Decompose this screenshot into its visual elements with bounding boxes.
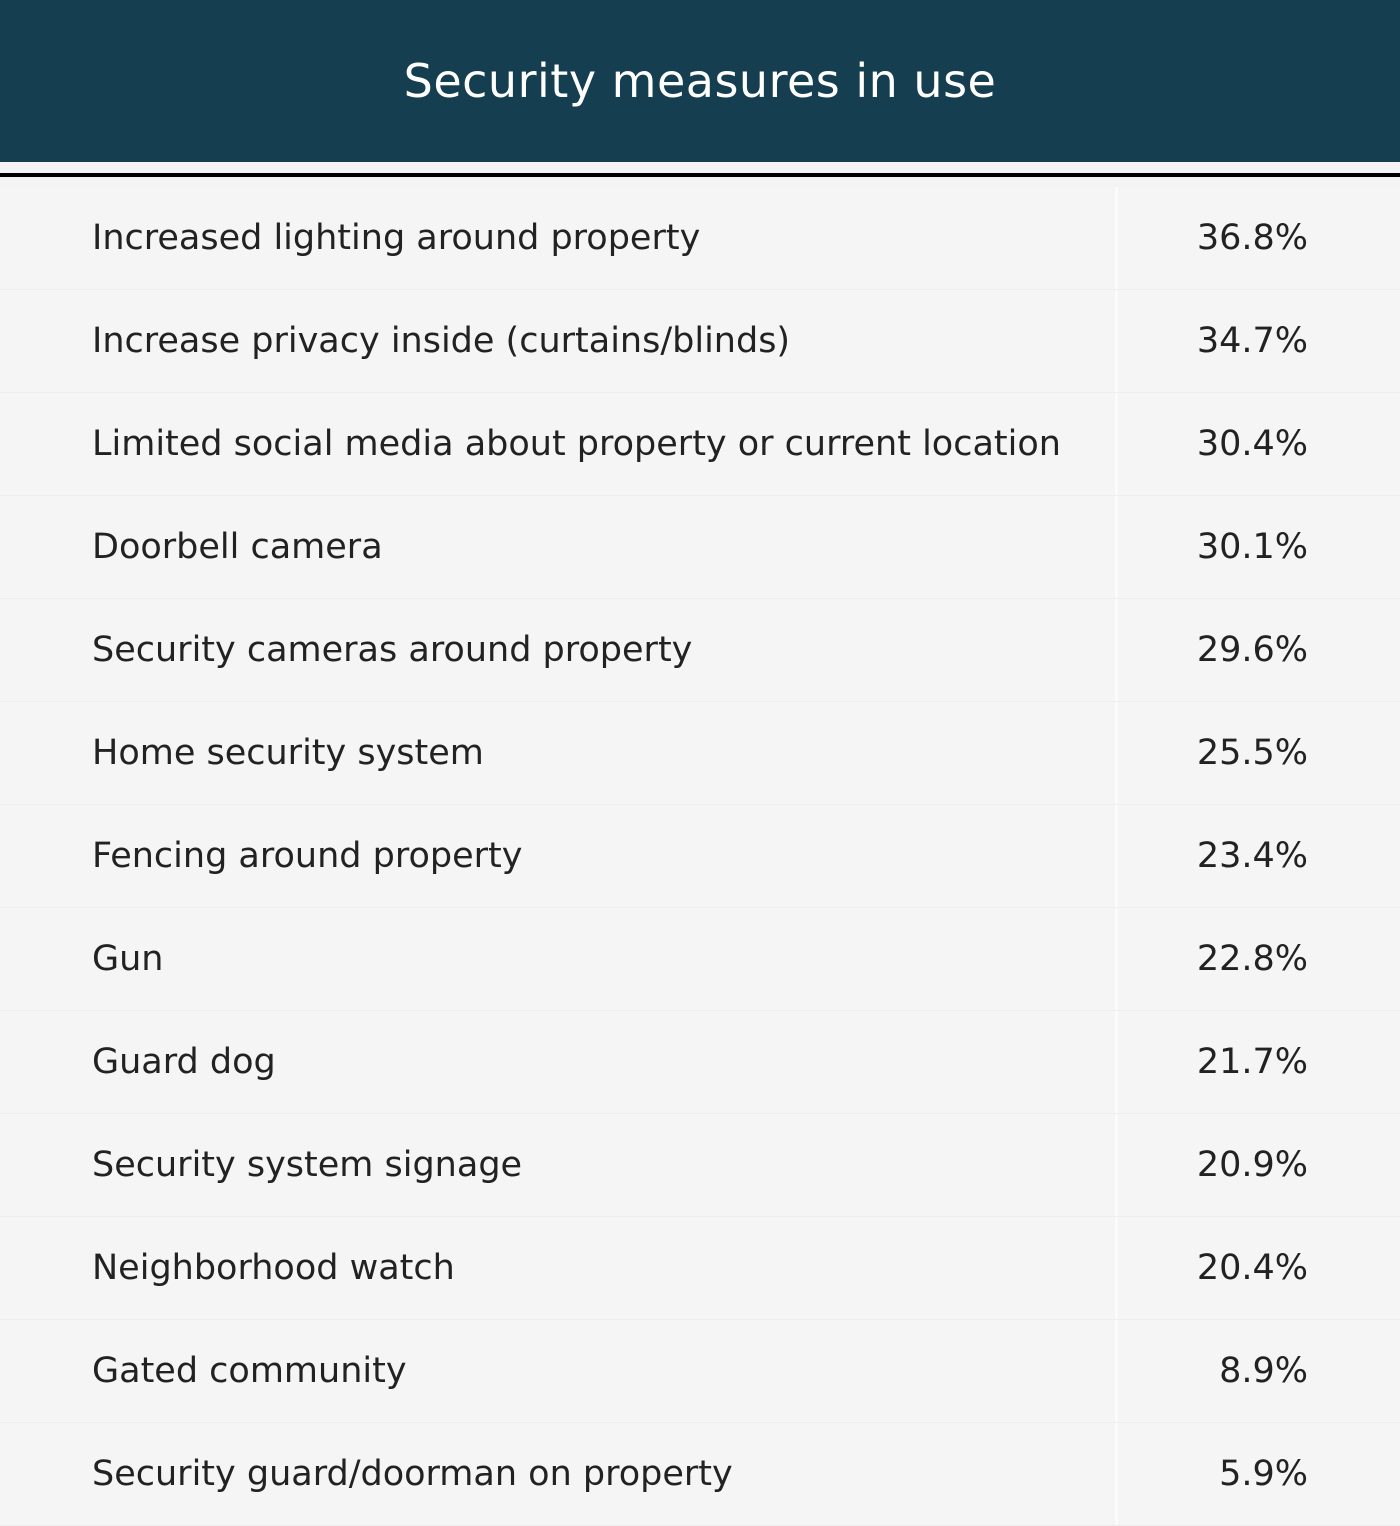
table-row (0, 290, 1400, 393)
measure-label: Security cameras around property (0, 599, 1118, 701)
measure-label: Security guard/doorman on property (0, 1423, 1118, 1525)
measure-label: Neighborhood watch (0, 1217, 1118, 1319)
table-top-spacer (0, 177, 1400, 187)
measure-value: 29.6% (1196, 630, 1308, 670)
measure-label: Increase privacy inside (curtains/blinds) (0, 290, 1118, 392)
measure-value: 34.7% (1196, 321, 1308, 361)
measure-value: 21.7% (1196, 1042, 1308, 1082)
measure-label: Fencing around property (0, 805, 1118, 907)
table-row (0, 393, 1400, 496)
measure-label: Gated community (0, 1320, 1118, 1422)
measure-value: 5.9% (1219, 1454, 1308, 1494)
measure-label: Security system signage (0, 1114, 1118, 1216)
table-row (0, 1114, 1400, 1217)
table-row (0, 1423, 1400, 1526)
measure-value: 22.8% (1196, 939, 1308, 979)
measure-label: Limited social media about property or current location (0, 393, 1118, 495)
table-row (0, 1011, 1400, 1114)
table-row (0, 496, 1400, 599)
measure-label: Home security system (0, 702, 1118, 804)
table-row (0, 187, 1400, 290)
measure-value: 25.5% (1196, 733, 1308, 773)
measure-label: Guard dog (0, 1011, 1118, 1113)
table-row (0, 1217, 1400, 1320)
table-header (0, 0, 1400, 162)
measure-label: Gun (0, 908, 1118, 1010)
table-row (0, 1320, 1400, 1423)
table-row (0, 599, 1400, 702)
measure-value: 8.9% (1219, 1351, 1308, 1391)
measure-value: 23.4% (1196, 836, 1308, 876)
table-row (0, 702, 1400, 805)
measures-table (0, 187, 1400, 1526)
header-gap (0, 162, 1400, 173)
measure-label: Doorbell camera (0, 496, 1118, 598)
measure-value: 20.9% (1196, 1145, 1308, 1185)
measure-value: 30.4% (1196, 424, 1308, 464)
table-title: Security measures in use (403, 54, 997, 108)
measure-value: 36.8% (1196, 218, 1308, 258)
table-row (0, 908, 1400, 1011)
measure-value: 20.4% (1196, 1248, 1308, 1288)
measure-label: Increased lighting around property (0, 187, 1118, 289)
table-row (0, 805, 1400, 908)
measure-value: 30.1% (1196, 527, 1308, 567)
